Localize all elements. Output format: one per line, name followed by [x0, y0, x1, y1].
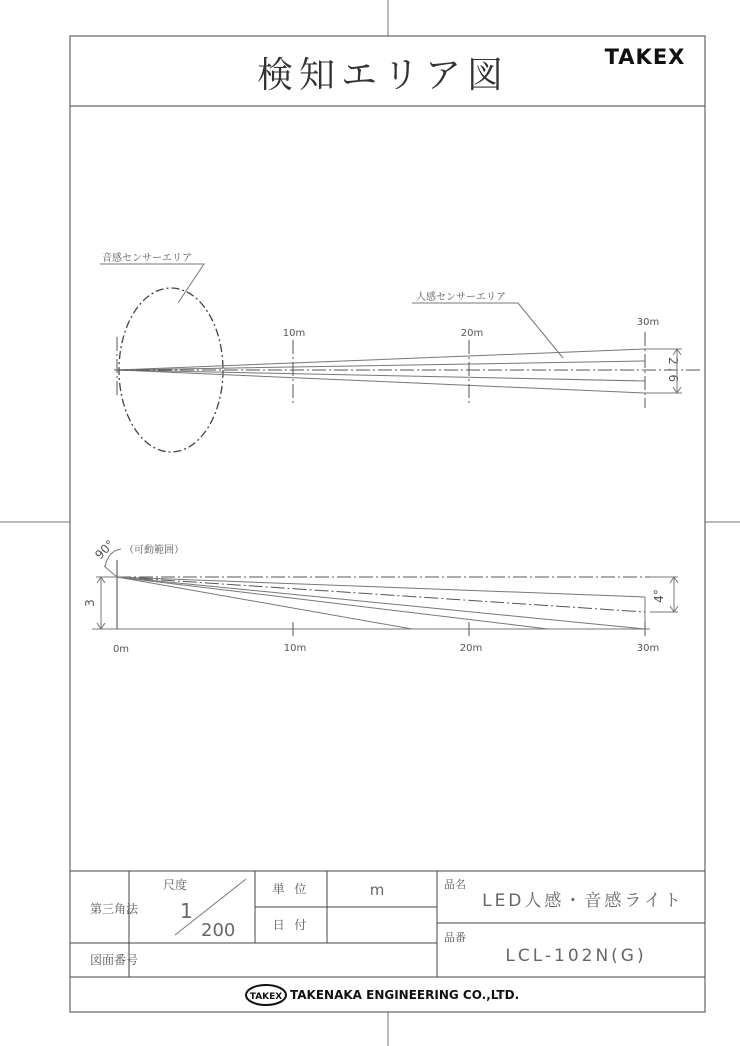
drawing-frame	[70, 36, 705, 1012]
side-view	[83, 537, 678, 655]
side-dist-20: 20m	[459, 643, 483, 654]
scale-denominator: 200	[201, 920, 236, 941]
top-width-label: 2.6	[666, 356, 680, 386]
drawing-title: 検知エリア図	[256, 55, 510, 96]
projection-label: 第三角法	[89, 902, 139, 916]
part-no-label: 品番	[444, 931, 466, 944]
top-view	[100, 251, 700, 452]
part-no: LCL-102N(G)	[505, 946, 647, 966]
unit-label: 単 位	[272, 882, 310, 896]
brand-logo: TAKEX	[604, 45, 686, 69]
side-tilt-label: 4°	[652, 589, 666, 603]
scale-label: 尺度	[163, 878, 188, 892]
product-name-label: 品名	[444, 878, 466, 891]
top-dist-20: 20m	[460, 328, 484, 339]
side-dist-0: 0m	[112, 644, 130, 655]
scale-numerator: 1	[180, 899, 193, 923]
title-block	[70, 871, 705, 1005]
side-dist-30: 30m	[636, 643, 660, 654]
side-height-label: 3	[83, 599, 97, 607]
company-badge-text: TAKEX	[249, 992, 283, 1002]
human-area-label: 人感センサーエリア	[416, 292, 506, 303]
date-label: 日 付	[272, 918, 310, 932]
top-dist-30: 30m	[636, 317, 660, 328]
company-name: TAKENAKA ENGINEERING CO.,LTD.	[290, 988, 520, 1002]
human-sensor-area	[117, 349, 645, 393]
side-angle-label: 90°	[92, 537, 118, 563]
drawing-no-label: 図面番号	[89, 953, 139, 967]
side-dist-10: 10m	[283, 643, 307, 654]
side-range-label: （可動範囲）	[124, 545, 184, 556]
unit-value: m	[369, 881, 385, 899]
top-dist-10: 10m	[282, 328, 306, 339]
product-name: LED人感・音感ライト	[482, 891, 684, 911]
sound-area-label: 音感センサーエリア	[102, 253, 192, 264]
